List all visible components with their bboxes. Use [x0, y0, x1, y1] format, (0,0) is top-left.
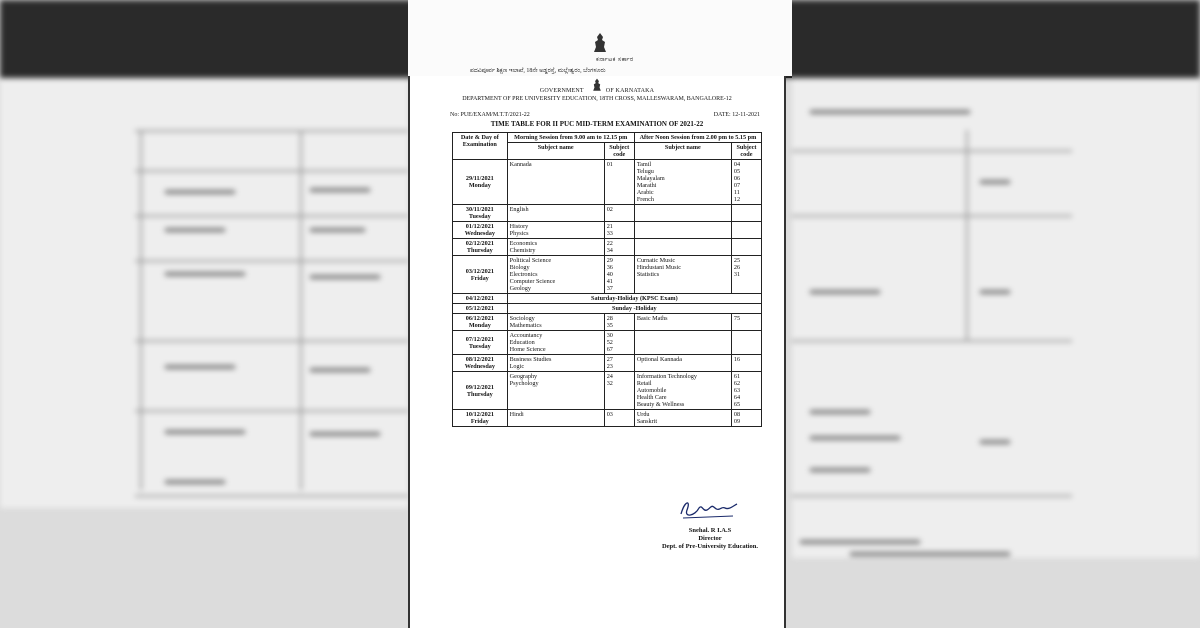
subject-code: 35 — [606, 322, 613, 329]
exam-day: Thursday — [466, 390, 493, 398]
holiday-note: Sunday -Holiday — [507, 304, 761, 314]
morning-subjects-cell — [507, 331, 604, 355]
subject-code: 67 — [606, 346, 613, 353]
subject-code: 32 — [606, 380, 613, 387]
subject-code: 24 — [606, 373, 613, 380]
exam-date: 30/11/2021 — [465, 206, 494, 213]
afternoon-codes-cell — [731, 205, 761, 222]
table-row — [453, 239, 762, 256]
afternoon-subjects-cell — [634, 372, 731, 410]
afternoon-subjects-cell — [634, 410, 731, 427]
afternoon-subjects-cell — [634, 205, 731, 222]
subject-name: Psychology — [509, 380, 539, 387]
exam-date: 10/12/2021 — [465, 411, 494, 418]
subject-code: 37 — [606, 285, 613, 292]
morning-subjects-cell — [507, 205, 604, 222]
signatory-designation: Director — [698, 535, 722, 542]
subject-code: 27 — [606, 356, 613, 363]
handwritten-signature — [675, 496, 745, 522]
exam-date: 03/12/2021 — [465, 267, 494, 275]
subject-code: 65 — [733, 401, 741, 408]
table-row — [453, 205, 762, 222]
exam-date-cell — [453, 205, 508, 222]
morning-subjects-cell — [507, 372, 604, 410]
subject-name: Economics — [509, 240, 538, 247]
subject-name: Mathematics — [509, 322, 542, 329]
subject-name: Physics — [509, 230, 529, 237]
holiday-note: Saturday-Holiday (KPSC Exam) — [507, 294, 761, 304]
morning-codes-cell — [604, 222, 634, 239]
exam-date-cell — [453, 314, 508, 331]
morning-codes-cell — [604, 314, 634, 331]
table-row — [453, 314, 762, 331]
subject-name: Basic Maths — [636, 315, 668, 322]
subject-name: Accountancy — [509, 332, 543, 339]
header-morning-subject-code: Subject code — [604, 143, 634, 160]
subject-name: Malayalam — [636, 175, 665, 182]
subject-code: 64 — [733, 394, 741, 401]
subject-code: 52 — [606, 339, 613, 346]
subject-name: Education — [509, 339, 535, 346]
subject-code: 02 — [606, 206, 613, 213]
timetable-document — [408, 76, 786, 628]
exam-date: 07/12/2021 — [465, 335, 494, 343]
afternoon-subjects-cell — [634, 331, 731, 355]
subject-code: 04 — [733, 161, 741, 168]
subject-name: Hindustani Music — [636, 264, 681, 271]
afternoon-subjects-cell — [634, 256, 731, 294]
exam-date-cell — [453, 331, 508, 355]
subject-name: English — [509, 206, 529, 213]
subject-code: 08 — [733, 411, 741, 418]
afternoon-codes-cell — [731, 410, 761, 427]
afternoon-codes-cell — [731, 331, 761, 355]
afternoon-codes-cell — [731, 314, 761, 331]
morning-subjects-cell — [507, 355, 604, 372]
header-morning-session: Morning Session from 9.00 am to 12.15 pm — [507, 133, 634, 143]
signature-block — [640, 496, 780, 551]
morning-subjects-cell — [507, 239, 604, 256]
exam-day: Wednesday — [464, 230, 495, 237]
subject-name: Retail — [636, 380, 652, 387]
table-row — [453, 331, 762, 355]
subject-name: Computer Science — [509, 278, 556, 285]
subject-name: Information Technology — [636, 373, 697, 380]
subject-name: Electronics — [509, 271, 538, 278]
subject-code: 61 — [733, 373, 741, 380]
subject-name: French — [636, 196, 654, 203]
subject-name: Home Science — [509, 346, 546, 353]
afternoon-codes-cell — [731, 222, 761, 239]
afternoon-codes-cell — [731, 160, 761, 205]
govt-left: GOVERNMENT — [539, 88, 584, 94]
subject-name: Chemistry — [509, 247, 536, 254]
subject-code: 05 — [733, 168, 741, 175]
subject-name: Urdu — [636, 411, 650, 418]
govt-right: OF KARNATAKA — [605, 88, 655, 94]
exam-date-cell — [453, 355, 508, 372]
exam-date-cell — [453, 222, 508, 239]
exam-day: Tuesday — [468, 213, 491, 220]
back-page-address: ಪದವಿಪೂರ್ವ ಶಿಕ್ಷಣ ಇಲಾಖೆ, 18ನೇ ಅಡ್ಡರಸ್ತೆ, ಮಲ್ಲೇಶ್ವರಂ, ಬೆಂಗಳೂರು — [470, 68, 606, 74]
subject-name: Hindi — [509, 411, 524, 418]
exam-date: 06/12/2021 — [465, 315, 494, 322]
subject-name: Geology — [509, 285, 531, 292]
subject-code: 30 — [606, 332, 613, 339]
exam-date-cell — [453, 304, 508, 314]
afternoon-subjects-cell — [634, 239, 731, 256]
afternoon-subjects-cell — [634, 314, 731, 331]
exam-date: 08/12/2021 — [465, 356, 494, 363]
subject-name: Logic — [509, 363, 525, 370]
morning-subjects-cell — [507, 256, 604, 294]
morning-subjects-cell — [507, 222, 604, 239]
afternoon-subjects-cell — [634, 222, 731, 239]
table-row — [453, 355, 762, 372]
header-afternoon-subject-name: Subject name — [634, 143, 731, 160]
morning-subjects-cell — [507, 410, 604, 427]
subject-code: 75 — [733, 315, 741, 322]
subject-name: Political Science — [509, 257, 552, 264]
exam-day: Wednesday — [464, 363, 495, 370]
subject-name: Automobile — [636, 387, 667, 394]
exam-day: Monday — [468, 182, 491, 189]
afternoon-codes-cell — [731, 239, 761, 256]
subject-code: 29 — [606, 257, 613, 264]
exam-date-cell — [453, 239, 508, 256]
exam-date-cell — [453, 294, 508, 304]
back-page-caption: ಕರ್ನಾಟಕ ಸರ್ಕಾರ — [596, 57, 634, 63]
morning-codes-cell — [604, 355, 634, 372]
subject-name: Health Care — [636, 394, 667, 401]
subject-code: 12 — [733, 196, 741, 203]
header-afternoon-subject-code: Subject code — [731, 143, 761, 160]
signatory-department: Dept. of Pre-University Education. — [661, 543, 759, 550]
header-afternoon-session: After Noon Session from 2.00 pm to 5.15 pm — [634, 133, 761, 143]
subject-code: 25 — [733, 257, 741, 264]
morning-codes-cell — [604, 160, 634, 205]
exam-day: Friday — [470, 274, 489, 282]
department-address: DEPARTMENT OF PRE UNIVERSITY EDUCATION, 18TH CROSS, MALLESWARAM, BANGALORE-12 — [462, 95, 732, 102]
table-row — [453, 304, 762, 314]
subject-code: 23 — [606, 363, 613, 370]
subject-name: Geography — [509, 373, 538, 380]
subject-name: Kannada — [509, 161, 532, 168]
exam-date-cell — [453, 410, 508, 427]
table-row — [453, 294, 762, 304]
header-date-day: Date & Day of Examination — [453, 133, 508, 160]
subject-code: 01 — [606, 161, 613, 168]
subject-name: Telugu — [636, 168, 654, 175]
exam-date-cell — [453, 256, 508, 294]
exam-date: 01/12/2021 — [465, 223, 494, 230]
table-row — [453, 256, 762, 294]
subject-name: Optional Kannada — [636, 356, 683, 363]
exam-date-cell — [453, 160, 508, 205]
subject-code: 09 — [733, 418, 741, 425]
subject-name: Sociology — [509, 315, 535, 322]
state-emblem-icon — [590, 32, 610, 54]
table-row — [453, 222, 762, 239]
subject-code: 16 — [733, 356, 741, 363]
subject-code: 28 — [606, 315, 613, 322]
subject-name: Tamil — [636, 161, 652, 168]
morning-subjects-cell — [507, 160, 604, 205]
subject-name: Curnatic Music — [636, 257, 676, 264]
subject-code: 63 — [733, 387, 741, 394]
exam-day: Tuesday — [468, 342, 491, 350]
table-row — [453, 372, 762, 410]
afternoon-codes-cell — [731, 256, 761, 294]
subject-code: 11 — [733, 189, 740, 196]
subject-code: 21 — [606, 223, 613, 230]
document-header — [410, 88, 784, 103]
subject-code: 40 — [606, 271, 613, 278]
subject-name: Marathi — [636, 182, 657, 189]
exam-day: Thursday — [466, 247, 493, 254]
morning-codes-cell — [604, 239, 634, 256]
subject-code: 26 — [733, 264, 741, 271]
subject-name: Arabic — [636, 189, 654, 196]
table-row — [453, 160, 762, 205]
subject-name: History — [509, 223, 529, 230]
subject-code: 06 — [733, 175, 741, 182]
subject-code: 62 — [733, 380, 741, 387]
subject-code: 34 — [606, 247, 613, 254]
exam-day: Monday — [468, 322, 491, 329]
subject-name: Biology — [509, 264, 530, 271]
exam-date: 29/11/2021 — [465, 175, 494, 182]
signatory-name: Snehal. R I.A.S — [688, 527, 732, 534]
subject-code: 41 — [606, 278, 613, 285]
subject-name: Beauty & Wellness — [636, 401, 685, 408]
exam-date: 09/12/2021 — [465, 383, 494, 391]
morning-codes-cell — [604, 331, 634, 355]
exam-date-cell — [453, 372, 508, 410]
subject-code: 07 — [733, 182, 741, 189]
subject-code: 03 — [606, 411, 613, 418]
subject-name: Business Studies — [509, 356, 552, 363]
exam-date: 02/12/2021 — [465, 240, 494, 247]
timetable-table — [452, 132, 762, 427]
afternoon-subjects-cell — [634, 355, 731, 372]
afternoon-codes-cell — [731, 355, 761, 372]
morning-codes-cell — [604, 410, 634, 427]
subject-code: 33 — [606, 230, 613, 237]
reference-number: No: PUE/EXAM/M.T.T/2021-22 — [450, 112, 530, 118]
afternoon-codes-cell — [731, 372, 761, 410]
document-date: DATE: 12-11-2021 — [713, 112, 760, 118]
subject-code: 22 — [606, 240, 613, 247]
subject-name: Statistics — [636, 271, 660, 278]
morning-codes-cell — [604, 372, 634, 410]
document-title: TIME TABLE FOR II PUC MID-TERM EXAMINATION OF 2021-22 — [490, 120, 704, 128]
exam-date: 05/12/2021 — [465, 305, 494, 312]
subject-name: Sanskrit — [636, 418, 658, 425]
government-heading — [410, 88, 784, 96]
morning-codes-cell — [604, 256, 634, 294]
subject-code: 31 — [733, 271, 741, 278]
subject-code: 36 — [606, 264, 613, 271]
exam-day: Friday — [470, 418, 489, 425]
morning-subjects-cell — [507, 314, 604, 331]
exam-date: 04/12/2021 — [465, 295, 494, 302]
table-row — [453, 410, 762, 427]
morning-codes-cell — [604, 205, 634, 222]
header-morning-subject-name: Subject name — [507, 143, 604, 160]
afternoon-subjects-cell — [634, 160, 731, 205]
